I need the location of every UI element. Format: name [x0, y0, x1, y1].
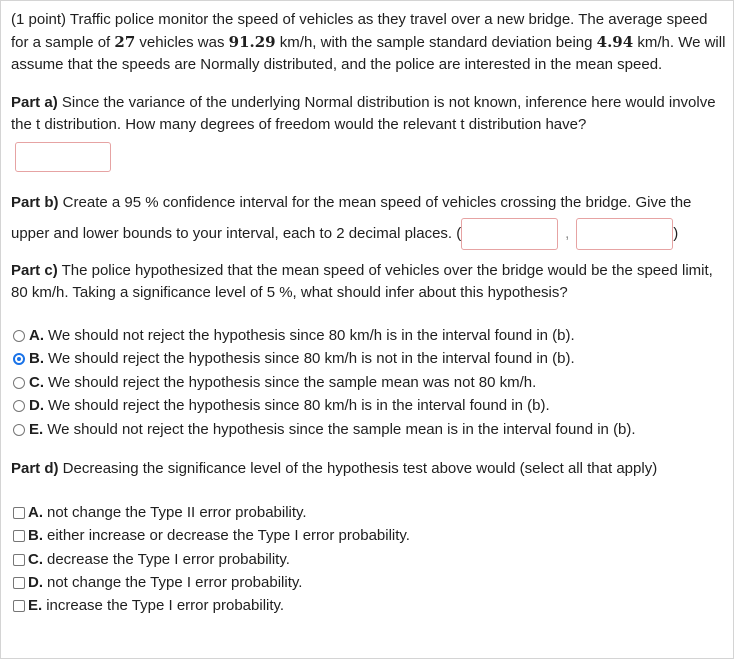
part-d-option-a[interactable]	[11, 502, 727, 525]
option-letter: A.	[29, 326, 44, 344]
radio-c[interactable]	[13, 377, 25, 389]
part-b-text-1: Create a 95 % confidence interval for the mean speed of vehicles crossing the bridge. Give the	[58, 194, 692, 211]
option-text: not change the Type I error probability.	[47, 574, 303, 592]
part-c-option-d[interactable]	[11, 395, 727, 419]
degrees-of-freedom-input[interactable]	[15, 142, 111, 172]
option-text: We should not reject the hypothesis since 80 km/h is in the interval found in (b).	[48, 326, 575, 344]
part-c-option-a[interactable]	[11, 324, 727, 348]
checkbox-d[interactable]	[13, 577, 25, 589]
option-letter: B.	[28, 527, 43, 545]
part-d-question	[11, 458, 727, 480]
intro-text-4: km/h. We will assume that the speeds are Normally distributed, and the police are interested in the mean speed.	[11, 34, 726, 73]
option-text: We should reject the hypothesis since 80 km/h is in the interval found in (b).	[48, 397, 550, 415]
option-text: We should reject the hypothesis since the sample mean was not 80 km/h.	[48, 373, 537, 391]
part-c-label: Part c)	[11, 262, 58, 279]
ci-upper-input[interactable]	[576, 218, 673, 250]
part-c-options	[11, 324, 727, 442]
option-text: We should reject the hypothesis since 80 km/h is not in the interval found in (b).	[48, 350, 575, 368]
option-letter: D.	[29, 397, 44, 415]
part-d-options	[11, 502, 727, 618]
ci-lower-input[interactable]	[461, 218, 558, 250]
part-c-option-c[interactable]	[11, 371, 727, 395]
option-text: increase the Type I error probability.	[46, 597, 285, 615]
option-letter: D.	[28, 574, 43, 592]
part-d-option-d[interactable]	[11, 571, 727, 594]
sample-size: 27	[114, 33, 136, 51]
option-letter: E.	[28, 597, 43, 615]
option-text: either increase or decrease the Type I error probability.	[47, 527, 410, 545]
part-c-question	[11, 260, 727, 304]
part-c-option-e[interactable]	[11, 418, 727, 442]
part-d-option-c[interactable]	[11, 548, 727, 571]
intro-text-3: km/h, with the sample standard deviation being	[275, 34, 597, 51]
option-letter: E.	[29, 420, 44, 438]
checkbox-c[interactable]	[13, 554, 25, 566]
intro-text-2: vehicles was	[135, 34, 229, 51]
part-d-option-e[interactable]	[11, 595, 727, 618]
ci-separator: ,	[565, 224, 570, 242]
option-letter: B.	[29, 350, 44, 368]
sample-mean: 91.29	[228, 33, 276, 51]
option-text: We should not reject the hypothesis since the sample mean is in the interval found in (b).	[47, 420, 636, 438]
checkbox-b[interactable]	[13, 530, 25, 542]
intro-text-1: (1 point) Traffic police monitor the speed of vehicles as they travel over a new bridge. The average speed for a sample of	[11, 11, 708, 51]
part-c-text: The police hypothesized that the mean speed of vehicles over the bridge would be the speed limit, 80 km/h. Taking a significance level of 5 %, what should infer about this hypothesis?	[11, 262, 713, 301]
option-letter: A.	[28, 504, 43, 522]
part-d-label: Part d)	[11, 459, 59, 477]
option-letter: C.	[28, 550, 43, 568]
option-text: not change the Type II error probability.	[47, 504, 307, 522]
problem-intro	[11, 9, 727, 76]
checkbox-a[interactable]	[13, 507, 25, 519]
option-text: decrease the Type I error probability.	[47, 550, 290, 568]
part-a-question	[11, 92, 727, 136]
part-b-label: Part b)	[11, 194, 59, 211]
ci-close-paren: )	[673, 224, 679, 242]
radio-e[interactable]	[13, 424, 25, 436]
sample-sd: 4.94	[596, 33, 634, 51]
part-d-text: Decreasing the significance level of the hypothesis test above would (select all that apply)	[58, 459, 658, 477]
part-c-option-b[interactable]	[11, 348, 727, 372]
radio-b-selected[interactable]	[13, 353, 25, 365]
part-a-text: Since the variance of the underlying Normal distribution is not known, inference here would involve the t distribution. How many degrees of freedom would the relevant t distribution have?	[11, 94, 716, 133]
part-b-text-2: upper and lower bounds to your interval, each to 2 decimal places. (	[11, 224, 462, 242]
part-b-question	[11, 188, 727, 250]
radio-a[interactable]	[13, 330, 25, 342]
checkbox-e[interactable]	[13, 600, 25, 612]
option-letter: C.	[29, 373, 44, 391]
radio-d[interactable]	[13, 400, 25, 412]
part-d-option-b[interactable]	[11, 525, 727, 548]
part-a-label: Part a)	[11, 94, 58, 111]
